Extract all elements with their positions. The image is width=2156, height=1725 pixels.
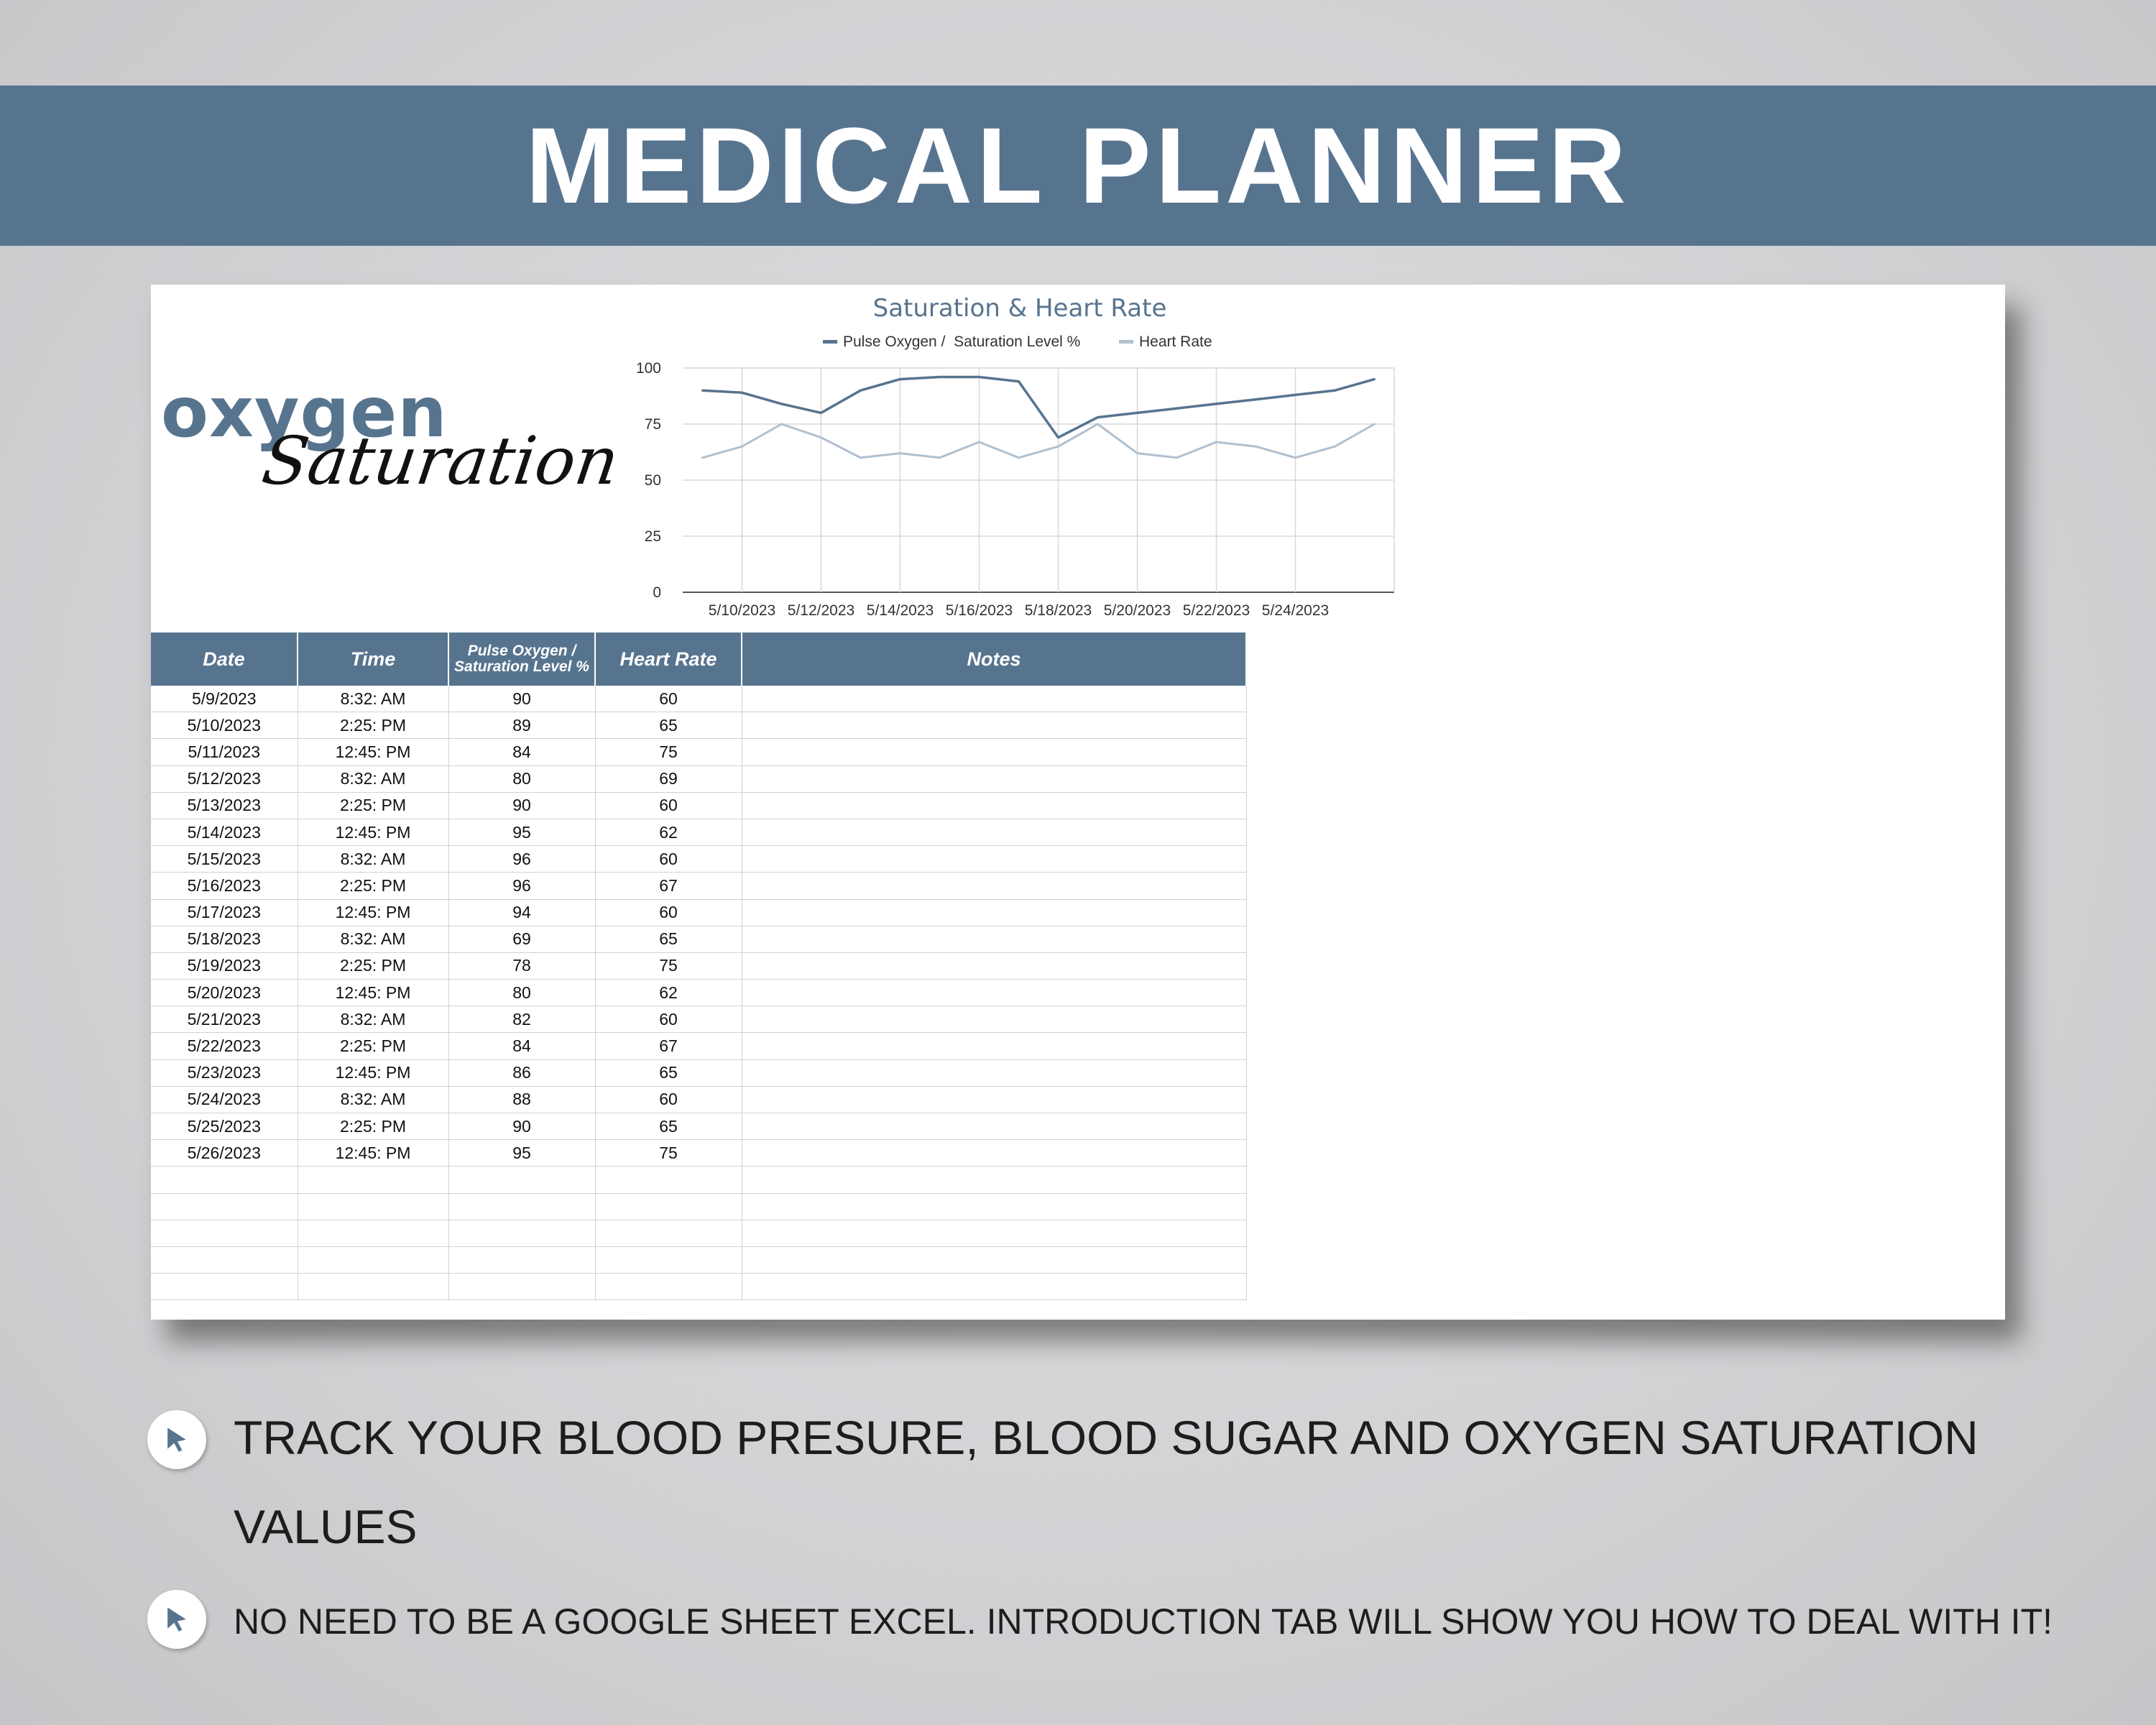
- data-point: [701, 456, 704, 459]
- cell-notes[interactable]: [742, 1246, 1246, 1273]
- cell-pulse-oxygen[interactable]: [448, 1193, 595, 1220]
- cell-date[interactable]: [151, 1246, 298, 1273]
- data-point: [741, 392, 743, 394]
- data-point: [899, 452, 901, 454]
- table-row: [151, 1086, 1246, 1113]
- feature-bullet-text: TRACK YOUR BLOOD PRESURE, BLOOD SUGAR AND OXYGEN SATURATION VALUES: [234, 1411, 1978, 1553]
- col-header-time: Time: [298, 632, 448, 686]
- table-row: [151, 1140, 1246, 1167]
- cell-time[interactable]: 8:32: AM: [298, 1086, 448, 1113]
- data-point: [1176, 408, 1178, 410]
- table-row: [151, 873, 1246, 899]
- data-point: [1176, 456, 1178, 459]
- cell-heart-rate[interactable]: 60: [595, 1006, 742, 1033]
- table-row: [151, 765, 1246, 792]
- data-point: [741, 446, 743, 448]
- data-point: [860, 390, 862, 392]
- data-point: [1097, 416, 1099, 418]
- data-point: [1215, 402, 1217, 405]
- x-tick-label: 5/12/2023: [787, 602, 855, 619]
- table-row: [151, 1113, 1246, 1140]
- data-point: [820, 412, 822, 414]
- cell-pulse-oxygen[interactable]: 80: [448, 980, 595, 1006]
- cell-heart-rate[interactable]: [595, 1274, 742, 1300]
- table-row: [151, 1059, 1246, 1086]
- x-tick-label: 5/10/2023: [708, 602, 776, 619]
- cell-time[interactable]: [298, 1220, 448, 1246]
- cell-date[interactable]: 5/11/2023: [151, 739, 298, 765]
- y-tick-label: 100: [635, 360, 661, 377]
- cell-heart-rate[interactable]: [595, 1167, 742, 1193]
- cell-pulse-oxygen[interactable]: 90: [448, 1113, 595, 1140]
- cell-notes[interactable]: [742, 819, 1246, 845]
- table-row: [151, 1193, 1246, 1220]
- cell-pulse-oxygen[interactable]: 94: [448, 899, 595, 926]
- legend-label-pulse-oxygen: Pulse Oxygen / Saturation Level %: [843, 334, 1081, 350]
- cell-heart-rate[interactable]: 60: [595, 1086, 742, 1113]
- cell-date[interactable]: 5/12/2023: [151, 765, 298, 792]
- cell-notes[interactable]: [742, 1140, 1246, 1167]
- cell-date[interactable]: 5/13/2023: [151, 792, 298, 819]
- cell-heart-rate[interactable]: 75: [595, 952, 742, 979]
- cell-date[interactable]: 5/17/2023: [151, 899, 298, 926]
- cell-time[interactable]: 8:32: AM: [298, 765, 448, 792]
- spreadsheet-panel: [151, 285, 2005, 1320]
- oxygen-saturation-logo: [161, 372, 624, 551]
- data-point: [1215, 441, 1217, 443]
- cell-pulse-oxygen[interactable]: [448, 1274, 595, 1300]
- cell-heart-rate[interactable]: 60: [595, 792, 742, 819]
- cell-heart-rate[interactable]: 65: [595, 1059, 742, 1086]
- cell-heart-rate[interactable]: [595, 1220, 742, 1246]
- cell-time[interactable]: 2:25: PM: [298, 873, 448, 899]
- cell-heart-rate[interactable]: 65: [595, 1113, 742, 1140]
- cell-notes[interactable]: [742, 1006, 1246, 1033]
- table-row: [151, 846, 1246, 873]
- cell-notes[interactable]: [742, 846, 1246, 873]
- table-header-row: [151, 632, 1246, 686]
- cell-heart-rate[interactable]: 62: [595, 980, 742, 1006]
- data-point: [1294, 394, 1296, 396]
- cell-time[interactable]: 2:25: PM: [298, 1033, 448, 1059]
- data-point: [1294, 456, 1296, 459]
- y-tick-label: 0: [653, 584, 661, 601]
- table-row: [151, 686, 1246, 712]
- cell-notes[interactable]: [742, 1086, 1246, 1113]
- data-point: [860, 456, 862, 459]
- cell-heart-rate[interactable]: 62: [595, 819, 742, 845]
- table-row: [151, 1033, 1246, 1059]
- col-header-pulse-oxygen: [448, 632, 595, 686]
- cell-pulse-oxygen[interactable]: 82: [448, 1006, 595, 1033]
- logo-word-oxygen: oxygen: [161, 372, 448, 453]
- cell-time[interactable]: 12:45: PM: [298, 739, 448, 765]
- cell-pulse-oxygen[interactable]: 95: [448, 819, 595, 845]
- data-point: [780, 402, 783, 405]
- cell-date[interactable]: 5/23/2023: [151, 1059, 298, 1086]
- y-tick-label: 50: [644, 472, 661, 489]
- chart-title: Saturation & Heart Rate: [872, 294, 1167, 323]
- cell-notes[interactable]: [742, 739, 1246, 765]
- table-row: [151, 792, 1246, 819]
- chart-canvas: [467, 285, 1401, 622]
- cell-pulse-oxygen[interactable]: 84: [448, 1033, 595, 1059]
- cursor-icon: [147, 1410, 206, 1469]
- table-row: [151, 1006, 1246, 1033]
- table-row: [151, 1167, 1246, 1193]
- chart-legend: [823, 334, 1212, 350]
- table-row: [151, 980, 1246, 1006]
- cell-notes[interactable]: [742, 952, 1246, 979]
- cell-notes[interactable]: [742, 1220, 1246, 1246]
- x-tick-label: 5/24/2023: [1261, 602, 1330, 619]
- cell-date[interactable]: 5/14/2023: [151, 819, 298, 845]
- data-point: [1373, 423, 1376, 426]
- data-point: [1018, 380, 1020, 382]
- cell-pulse-oxygen[interactable]: 89: [448, 712, 595, 739]
- cell-time[interactable]: 12:45: PM: [298, 1140, 448, 1167]
- col-header-notes: Notes: [742, 632, 1246, 686]
- cell-date[interactable]: 5/25/2023: [151, 1113, 298, 1140]
- cell-date[interactable]: 5/18/2023: [151, 926, 298, 952]
- cell-notes[interactable]: [742, 1033, 1246, 1059]
- legend-label-heart-rate: Heart Rate: [1139, 334, 1212, 350]
- cell-date[interactable]: 5/9/2023: [151, 686, 298, 712]
- cell-heart-rate[interactable]: 67: [595, 873, 742, 899]
- cell-notes[interactable]: [742, 873, 1246, 899]
- cell-date[interactable]: 5/22/2023: [151, 1033, 298, 1059]
- table-row: [151, 1274, 1246, 1300]
- cell-pulse-oxygen[interactable]: 96: [448, 846, 595, 873]
- cell-date[interactable]: 5/19/2023: [151, 952, 298, 979]
- cell-notes[interactable]: [742, 765, 1246, 792]
- cell-date[interactable]: [151, 1274, 298, 1300]
- cell-notes[interactable]: [742, 1193, 1246, 1220]
- cell-time[interactable]: [298, 1167, 448, 1193]
- cell-pulse-oxygen[interactable]: 95: [448, 1140, 595, 1167]
- cell-date[interactable]: [151, 1193, 298, 1220]
- cell-time[interactable]: 2:25: PM: [298, 712, 448, 739]
- table-row: [151, 712, 1246, 739]
- table-row: [151, 926, 1246, 952]
- cell-time[interactable]: 8:32: AM: [298, 686, 448, 712]
- col-header-date: Date: [151, 632, 298, 686]
- cell-notes[interactable]: [742, 899, 1246, 926]
- data-point: [1136, 452, 1138, 454]
- cell-heart-rate[interactable]: 67: [595, 1033, 742, 1059]
- cell-heart-rate[interactable]: 65: [595, 926, 742, 952]
- x-tick-label: 5/18/2023: [1024, 602, 1092, 619]
- cell-time[interactable]: [298, 1274, 448, 1300]
- cell-time[interactable]: 2:25: PM: [298, 952, 448, 979]
- data-point: [978, 376, 980, 378]
- cell-notes[interactable]: [742, 1167, 1246, 1193]
- data-point: [1334, 446, 1336, 448]
- cell-heart-rate[interactable]: 75: [595, 739, 742, 765]
- cell-heart-rate[interactable]: 69: [595, 765, 742, 792]
- series-line-heart-rate: [703, 424, 1375, 458]
- data-point: [1057, 436, 1059, 438]
- table-row: [151, 1220, 1246, 1246]
- cell-notes[interactable]: [742, 980, 1246, 1006]
- cell-pulse-oxygen[interactable]: 86: [448, 1059, 595, 1086]
- cell-pulse-oxygen[interactable]: [448, 1167, 595, 1193]
- data-point: [939, 376, 941, 378]
- cell-time[interactable]: 12:45: PM: [298, 899, 448, 926]
- cell-pulse-oxygen[interactable]: 90: [448, 686, 595, 712]
- data-point: [1097, 423, 1099, 426]
- cell-time[interactable]: 2:25: PM: [298, 792, 448, 819]
- data-point: [1057, 446, 1059, 448]
- cell-date[interactable]: [151, 1220, 298, 1246]
- cell-pulse-oxygen[interactable]: [448, 1246, 595, 1273]
- series-line-pulse-oxygen: [703, 377, 1375, 438]
- col-header-heart-rate: Heart Rate: [595, 632, 742, 686]
- legend-swatch-pulse-oxygen: [823, 340, 837, 344]
- data-point: [1136, 412, 1138, 414]
- page-title: MEDICAL PLANNER: [525, 105, 1631, 226]
- data-point: [939, 456, 941, 459]
- logo-word-saturation: Saturation: [257, 423, 624, 500]
- data-point: [978, 441, 980, 443]
- legend-swatch-heart-rate: [1119, 340, 1133, 344]
- col-header-pulse-oxygen-line2: Saturation Level %: [454, 658, 589, 675]
- cell-notes[interactable]: [742, 686, 1246, 712]
- cell-time[interactable]: [298, 1246, 448, 1273]
- header-banner: [0, 86, 2156, 246]
- cell-heart-rate[interactable]: [595, 1246, 742, 1273]
- cell-time[interactable]: 8:32: AM: [298, 846, 448, 873]
- cell-heart-rate[interactable]: 75: [595, 1140, 742, 1167]
- cell-time[interactable]: 8:32: AM: [298, 1006, 448, 1033]
- data-point: [1334, 390, 1336, 392]
- cell-time[interactable]: 2:25: PM: [298, 1113, 448, 1140]
- cell-date[interactable]: [151, 1167, 298, 1193]
- cell-pulse-oxygen[interactable]: 90: [448, 792, 595, 819]
- cell-heart-rate[interactable]: 60: [595, 686, 742, 712]
- readings-table: [151, 632, 1247, 1300]
- table-row: [151, 952, 1246, 979]
- cell-date[interactable]: 5/24/2023: [151, 1086, 298, 1113]
- table-row: [151, 1246, 1246, 1273]
- cell-notes[interactable]: [742, 712, 1246, 739]
- cell-date[interactable]: 5/16/2023: [151, 873, 298, 899]
- x-tick-label: 5/16/2023: [945, 602, 1013, 619]
- x-tick-label: 5/14/2023: [866, 602, 934, 619]
- cell-pulse-oxygen[interactable]: 96: [448, 873, 595, 899]
- cell-pulse-oxygen[interactable]: 84: [448, 739, 595, 765]
- cell-pulse-oxygen[interactable]: 69: [448, 926, 595, 952]
- data-point: [820, 436, 822, 438]
- cell-heart-rate[interactable]: 60: [595, 846, 742, 873]
- table-row: [151, 739, 1246, 765]
- cell-pulse-oxygen[interactable]: [448, 1220, 595, 1246]
- table-row: [151, 819, 1246, 845]
- cell-date[interactable]: 5/20/2023: [151, 980, 298, 1006]
- cell-heart-rate[interactable]: 60: [595, 899, 742, 926]
- cell-notes[interactable]: [742, 1274, 1246, 1300]
- x-tick-label: 5/20/2023: [1103, 602, 1171, 619]
- table-row: [151, 899, 1246, 926]
- cell-notes[interactable]: [742, 1113, 1246, 1140]
- cell-heart-rate[interactable]: [595, 1193, 742, 1220]
- cell-time[interactable]: [298, 1193, 448, 1220]
- cell-time[interactable]: 12:45: PM: [298, 819, 448, 845]
- cell-pulse-oxygen[interactable]: 80: [448, 765, 595, 792]
- cell-notes[interactable]: [742, 926, 1246, 952]
- cell-pulse-oxygen[interactable]: 88: [448, 1086, 595, 1113]
- cell-date[interactable]: 5/26/2023: [151, 1140, 298, 1167]
- data-point: [1373, 378, 1376, 380]
- data-point: [701, 390, 704, 392]
- y-tick-label: 75: [644, 416, 661, 433]
- feature-bullet-text: NO NEED TO BE A GOOGLE SHEET EXCEL. INTRODUCTION TAB WILL SHOW YOU HOW TO DEAL WITH IT!: [234, 1601, 2053, 1642]
- y-tick-label: 25: [644, 528, 661, 545]
- data-point: [899, 378, 901, 380]
- saturation-heart-rate-chart: [467, 285, 1401, 622]
- cell-notes[interactable]: [742, 1059, 1246, 1086]
- cell-date[interactable]: 5/21/2023: [151, 1006, 298, 1033]
- cell-time[interactable]: 12:45: PM: [298, 980, 448, 1006]
- cell-time[interactable]: 12:45: PM: [298, 1059, 448, 1086]
- cell-pulse-oxygen[interactable]: 78: [448, 952, 595, 979]
- cell-notes[interactable]: [742, 792, 1246, 819]
- data-point: [1255, 398, 1257, 400]
- cell-heart-rate[interactable]: 65: [595, 712, 742, 739]
- col-header-pulse-oxygen-line1: Pulse Oxygen /: [467, 642, 576, 659]
- data-point: [780, 423, 783, 426]
- cell-time[interactable]: 8:32: AM: [298, 926, 448, 952]
- x-tick-label: 5/22/2023: [1182, 602, 1250, 619]
- data-point: [1255, 446, 1257, 448]
- cell-date[interactable]: 5/15/2023: [151, 846, 298, 873]
- cell-date[interactable]: 5/10/2023: [151, 712, 298, 739]
- data-point: [1018, 456, 1020, 459]
- cursor-icon: [147, 1590, 206, 1649]
